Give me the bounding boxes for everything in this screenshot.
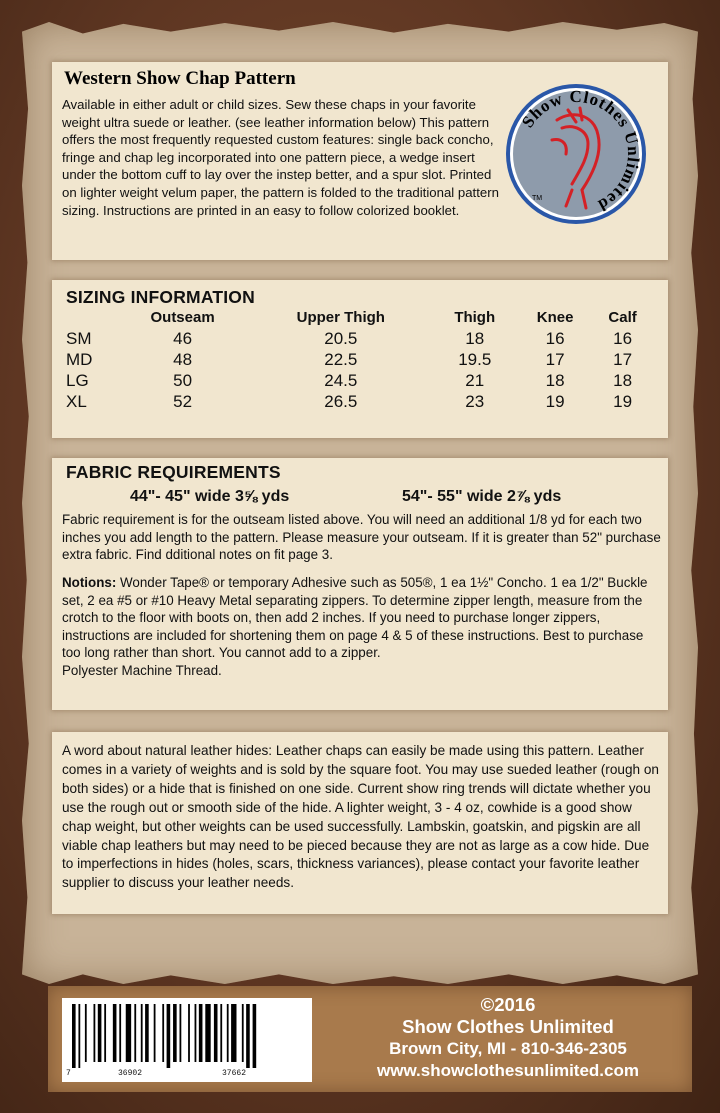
size-label: LG — [66, 370, 89, 390]
table-cell: 22.5 — [324, 349, 358, 369]
column-header — [62, 307, 116, 328]
table-cell: 17 — [545, 349, 565, 369]
column-header: Calf — [608, 309, 637, 326]
barcode-bar — [154, 1004, 156, 1062]
table-cell: 19 — [545, 391, 565, 411]
table-cell: 24.5 — [324, 370, 358, 390]
barcode-number: 36902 — [118, 1069, 143, 1078]
barcode — [62, 998, 312, 1082]
barcode-bar — [231, 1004, 236, 1062]
barcode-bar — [113, 1004, 117, 1062]
table-cell: 18 — [613, 370, 633, 390]
barcode-bar — [162, 1004, 164, 1062]
barcode-bar — [242, 1004, 244, 1062]
column-header: Outseam — [150, 309, 215, 326]
barcode-bar — [205, 1004, 210, 1062]
fabric-title: FABRIC REQUIREMENTS — [66, 462, 281, 482]
company-website[interactable]: www.showclothesunlimited.com — [377, 1061, 639, 1080]
company-location: Brown City, MI - 810-346-2305 — [389, 1039, 627, 1058]
table-cell: 46 — [173, 328, 193, 348]
fabric-option-narrow: 44"- 45" wide 3⅝ yds — [130, 488, 290, 505]
size-label: MD — [66, 349, 93, 369]
table-cell: 21 — [465, 370, 485, 390]
barcode-bar — [199, 1004, 203, 1062]
barcode-bar — [145, 1004, 149, 1062]
table-cell: 23 — [465, 391, 485, 411]
barcode-number: 7 — [66, 1069, 71, 1078]
table-cell: 17 — [613, 349, 633, 369]
brand-logo-icon — [502, 80, 650, 228]
footer-panel — [48, 986, 692, 1092]
barcode-bar — [246, 1004, 250, 1068]
table-row — [62, 391, 652, 412]
table-cell: 52 — [173, 391, 193, 411]
notions-section — [62, 574, 662, 679]
size-label: SM — [66, 328, 92, 348]
table-row — [62, 328, 652, 349]
fabric-description: Fabric requirement is for the outseam listed above. You will need an additional 1/8 yd for each two inches you add length to the pattern. Please measure your outseam. If it is greater than 52" purchase extra fabric. Find dditional notes on fit page 3. — [62, 512, 661, 562]
barcode-bar — [253, 1004, 257, 1068]
column-header: Thigh — [454, 309, 496, 326]
table-cell: 16 — [613, 328, 633, 348]
barcode-bar — [188, 1004, 190, 1062]
table-cell: 50 — [173, 370, 193, 390]
barcode-bars-icon — [72, 1004, 302, 1068]
column-header: Upper Thigh — [296, 309, 385, 326]
footer-contact — [328, 994, 688, 1082]
table-cell: 48 — [173, 349, 193, 369]
sizing-panel — [52, 280, 668, 438]
barcode-bar — [214, 1004, 218, 1062]
sizing-title: SIZING INFORMATION — [66, 287, 255, 307]
intro-panel — [52, 62, 668, 260]
logo-text: Show Clothes Unlimited — [517, 86, 644, 216]
fabric-panel — [52, 458, 668, 710]
sizing-table — [62, 307, 652, 412]
barcode-bar — [141, 1004, 143, 1062]
table-cell: 18 — [545, 370, 565, 390]
thread-text: Polyester Machine Thread. — [62, 662, 222, 678]
leather-note: A word about natural leather hides: Leather chaps can easily be made using this pattern. Leather comes in a variety of weights and is sold by the square foot. You may use sueded leather (rough on both sides) or a hide that is finished on one side. Current show ring trends will dictate whether you use the rough out or smooth side of the hide. A lighter weight, 3 - 4 oz, cowhide is a good show chap weight, but other weights can be used successfully. Lambskin, goatskin, and pigskin are all viable chap leathers but may need to be pieced because they are not as large as a cow hide. Due to imperfections in hides (holes, scars, thickness variances), please contact your favorite leather supplier to discuss your leather needs. — [62, 743, 659, 891]
barcode-bar — [104, 1004, 106, 1062]
barcode-bar — [134, 1004, 136, 1062]
sizing-header-row — [62, 307, 652, 328]
pattern-description: Available in either adult or child sizes. Sew these chaps in your favorite weight ultra suede or leather. (see leather information below) This pattern offers the most frequently requested custom features: single back concho, fringe and chap leg incorporated into one pattern piece, a wedge insert under the bottom cuff to lay over the instep better, and a spur slot. Printed on lighter weight velum paper, the pattern is folded to the traditional pattern sizing. Instructions are printed in an easy to follow colorized booklet. — [62, 97, 499, 218]
leather-panel — [52, 732, 668, 914]
logo-tm: TM — [532, 195, 543, 202]
barcode-bar — [167, 1004, 171, 1068]
table-row — [62, 349, 652, 370]
table-cell: 20.5 — [324, 328, 358, 348]
notions-label: Notions: — [62, 575, 117, 590]
company-name: Show Clothes Unlimited — [402, 1016, 614, 1037]
table-cell: 19 — [613, 391, 633, 411]
barcode-bar — [180, 1004, 182, 1062]
column-header: Knee — [536, 309, 574, 326]
table-row — [62, 370, 652, 391]
barcode-bar — [85, 1004, 87, 1062]
barcode-bar — [195, 1004, 197, 1062]
copyright: ©2016 — [480, 994, 536, 1015]
barcode-bar — [220, 1004, 222, 1062]
barcode-bar — [119, 1004, 121, 1062]
barcode-bar — [72, 1004, 76, 1068]
pattern-title: Western Show Chap Pattern — [64, 68, 296, 89]
barcode-bar — [227, 1004, 229, 1062]
notions-text: Wonder Tape® or temporary Adhesive such as 505®, 1 ea 1½" Concho. 1 ea 1/2" Buckle set, 2 ea #5 or #10 Heavy Metal separating zippers. To determine zipper length, measure from the crotch to the floor with boots on, then add 2 inches. If you need to purchase longer zippers, instructions are included for shortening them on page 4 & 5 of these instructions. Best to purchase too long rather than short. You cannot add to a zipper. — [62, 575, 648, 660]
table-cell: 18 — [465, 328, 485, 348]
fabric-option-wide: 54"- 55" wide 2⅞ yds — [402, 488, 562, 505]
table-cell: 26.5 — [324, 391, 358, 411]
barcode-number: 37662 — [222, 1069, 247, 1078]
barcode-bar — [98, 1004, 102, 1062]
barcode-bar — [94, 1004, 96, 1062]
table-cell: 16 — [545, 328, 565, 348]
barcode-bar — [78, 1004, 80, 1068]
barcode-bar — [173, 1004, 177, 1062]
size-label: XL — [66, 391, 87, 411]
barcode-bar — [126, 1004, 131, 1062]
table-cell: 19.5 — [458, 349, 492, 369]
